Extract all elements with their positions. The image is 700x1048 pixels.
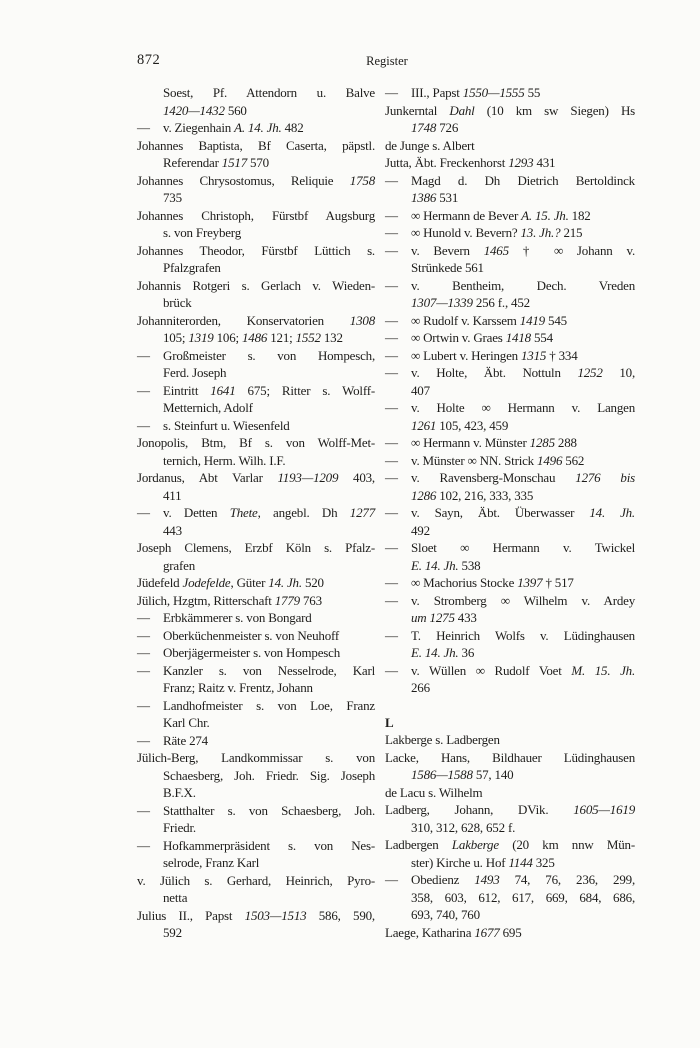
index-line: Friedr. — [163, 820, 196, 835]
index-line: Jonopolis, Btm, Bf s. von Wolff-Met- — [137, 435, 375, 450]
index-line: 358, 603, 612, 617, 669, 684, 686, — [411, 889, 635, 905]
index-line: Joseph Clemens, Erzbf Köln s. Pfalz- — [137, 540, 375, 555]
index-line: — v. Ziegenhain A. 14. Jh. 482 — [137, 120, 304, 135]
section-heading: L — [385, 714, 394, 730]
page-header — [137, 52, 637, 72]
index-line: Jülich-Berg, Landkommissar s. von — [137, 750, 375, 765]
index-line: — v. Bevern 1465 † ∞ Johann v. — [385, 242, 635, 258]
left-column — [137, 84, 375, 942]
index-line: grafen — [163, 557, 195, 573]
index-line: Franz; Raitz v. Frentz, Johann — [163, 680, 313, 695]
index-line: — Eintritt 1641 675; Ritter s. Wolff- — [137, 382, 375, 398]
index-line: Johannes Chrysostomus, Reliquie 1758 — [137, 172, 375, 188]
index-line: — Kanzler s. von Nesselrode, Karl — [137, 662, 375, 678]
index-line: E. 14. Jh. 538 — [411, 557, 481, 573]
index-line: — T. Heinrich Wolfs v. Lüdinghausen — [385, 627, 635, 643]
index-line: — Oberküchenmeister s. von Neuhoff — [137, 627, 340, 643]
entry-dash: — — [385, 172, 398, 188]
index-line: Julius II., Papst 1503—1513 586, 590, — [137, 907, 375, 923]
index-line: — Oberjägermeister s. von Hompesch — [137, 645, 340, 660]
index-line: Johanniterorden, Konservatorien 1308 — [137, 312, 375, 328]
index-line: Lacke, Hans, Bildhauer Lüdinghausen — [385, 749, 635, 765]
entry-dash: — — [385, 592, 398, 608]
entry-dash: — — [137, 120, 150, 135]
index-line: v. Jülich s. Gerhard, Heinrich, Pyro- — [137, 872, 375, 888]
index-line: — Landhofmeister s. von Loe, Franz — [137, 697, 375, 713]
index-line: 1286 102, 216, 333, 335 — [411, 487, 534, 503]
index-line: de Lacu s. Wilhelm — [385, 784, 483, 800]
index-line: — ∞ Machorius Stocke 1397 † 517 — [385, 575, 574, 590]
index-line: B.F.X. — [163, 785, 196, 800]
index-line: — Statthalter s. von Schaesberg, Joh. — [137, 802, 375, 818]
index-line: — Räte 274 — [137, 732, 208, 748]
register-title: Register — [366, 54, 408, 68]
entry-dash: — — [137, 837, 150, 853]
index-line: 735 — [163, 190, 182, 205]
index-line: 1420—1432 560 — [163, 102, 247, 118]
index-line: — Magd d. Dh Dietrich Bertoldinck — [385, 172, 635, 188]
index-line: 693, 740, 760 — [411, 907, 480, 922]
index-line: 1386 531 — [411, 190, 459, 205]
entry-dash: — — [385, 207, 398, 223]
entry-dash: — — [385, 452, 398, 468]
entry-dash: — — [137, 645, 150, 660]
index-line: de Junge s. Albert — [385, 137, 475, 153]
entry-dash: — — [137, 347, 150, 363]
index-line: Lakberge s. Ladbergen — [385, 732, 500, 747]
entry-dash: — — [385, 627, 398, 643]
index-line: 411 — [163, 487, 182, 503]
entry-dash: — — [137, 662, 150, 678]
entry-dash: — — [385, 277, 398, 293]
entry-dash: — — [137, 382, 150, 398]
entry-dash: — — [385, 242, 398, 258]
index-line: Johannes Christoph, Fürstbf Augsburg — [137, 207, 375, 223]
index-line: — v. Sayn, Äbt. Überwasser 14. Jh. — [385, 505, 635, 520]
index-line: — v. Bentheim, Dech. Vreden — [385, 277, 635, 293]
index-line: Junkerntal Dahl (10 km sw Siegen) Hs — [385, 102, 635, 118]
index-line: Jutta, Äbt. Freckenhorst 1293 431 — [385, 155, 556, 170]
index-line: um 1275 433 — [411, 610, 477, 625]
index-line: — ∞ Hunold v. Bevern? 13. Jh.? 215 — [385, 225, 583, 240]
index-line: Schaesberg, Joh. Friedr. Sig. Joseph — [163, 767, 375, 783]
index-line: — s. Steinfurt u. Wiesenfeld — [137, 417, 290, 433]
index-line: — ∞ Lubert v. Heringen 1315 † 334 — [385, 347, 578, 363]
index-line: 1261 105, 423, 459 — [411, 417, 509, 433]
entry-dash: — — [385, 85, 398, 100]
index-line: — v. Holte ∞ Hermann v. Langen — [385, 400, 635, 415]
index-line: Ladbergen Lakberge (20 km nnw Mün- — [385, 837, 635, 852]
entry-dash: — — [137, 732, 150, 748]
index-line: Jüdefeld Jodefelde, Güter 14. Jh. 520 — [137, 575, 324, 590]
index-line: — Hofkammerpräsident s. von Nes- — [137, 837, 375, 853]
index-line: ternich, Herm. Wilh. I.F. — [163, 452, 286, 468]
entry-dash: — — [137, 505, 150, 520]
entry-dash: — — [385, 365, 398, 380]
index-line: brück — [163, 295, 192, 310]
index-line: Karl Chr. — [163, 715, 210, 730]
index-line: — Großmeister s. von Hompesch, — [137, 347, 375, 363]
entry-dash: — — [385, 872, 398, 887]
index-line: 443 — [163, 522, 182, 538]
entry-dash: — — [385, 540, 398, 555]
index-line: — ∞ Hermann v. Münster 1285 288 — [385, 435, 577, 450]
index-line: — III., Papst 1550—1555 55 — [385, 85, 541, 100]
index-line: E. 14. Jh. 36 — [411, 645, 475, 660]
right-column — [385, 84, 635, 942]
entry-dash: — — [137, 417, 150, 433]
index-columns — [137, 84, 635, 942]
entry-dash: — — [385, 505, 398, 520]
index-line: 492 — [411, 522, 430, 538]
index-line: — ∞ Hermann de Bever A. 15. Jh. 182 — [385, 207, 591, 223]
entry-dash: — — [137, 610, 150, 625]
index-line: ster) Kirche u. Hof 1144 325 — [411, 854, 555, 870]
index-line: — v. Holte, Äbt. Nottuln 1252 10, — [385, 365, 635, 380]
entry-dash: — — [385, 400, 398, 415]
index-line: selrode, Franz Karl — [163, 855, 260, 870]
entry-dash: — — [385, 225, 398, 240]
index-line: 592 — [163, 925, 182, 940]
index-line: Ferd. Joseph — [163, 365, 227, 380]
index-line: 1748 726 — [411, 120, 459, 135]
index-line: Ladberg, Johann, DVik. 1605—1619 — [385, 802, 635, 817]
index-line: Referendar 1517 570 — [163, 155, 269, 170]
entry-dash: — — [385, 330, 398, 345]
index-line: Johannes Baptista, Bf Caserta, päpstl. — [137, 137, 375, 153]
index-line: — v. Detten Thete, angebl. Dh 1277 — [137, 505, 375, 520]
index-line: — ∞ Ortwin v. Graes 1418 554 — [385, 330, 553, 345]
entry-dash: — — [137, 802, 150, 818]
index-line: — ∞ Rudolf v. Karssem 1419 545 — [385, 312, 567, 328]
index-line: 105; 1319 106; 1486 121; 1552 132 — [163, 330, 343, 345]
index-line: Strünkede 561 — [411, 260, 484, 275]
index-line: Jordanus, Abt Varlar 1193—1209 403, — [137, 470, 375, 485]
entry-dash: — — [385, 347, 398, 363]
index-line: 1586—1588 57, 140 — [411, 767, 514, 782]
index-line: 310, 312, 628, 652 f. — [411, 819, 516, 835]
index-line: Pfalzgrafen — [163, 260, 221, 275]
index-line: s. von Freyberg — [163, 225, 242, 240]
entry-dash: — — [137, 697, 150, 713]
index-line: Johannis Rotgeri s. Gerlach v. Wieden- — [137, 277, 375, 293]
index-line: — Obedienz 1493 74, 76, 236, 299, — [385, 872, 636, 887]
index-line: — Erbkämmerer s. von Bongard — [137, 610, 312, 625]
index-line: Soest, Pf. Attendorn u. Balve — [163, 85, 375, 100]
entry-dash: — — [385, 575, 398, 590]
index-line: — v. Münster ∞ NN. Strick 1496 562 — [385, 452, 585, 468]
entry-dash: — — [385, 662, 398, 678]
index-line: — v. Ravensberg-Monschau 1276 bis — [385, 470, 635, 485]
index-line: — v. Wüllen ∞ Rudolf Voet M. 15. Jh. — [385, 662, 635, 678]
page-number: 872 — [137, 52, 161, 68]
index-line: Metternich, Adolf — [163, 400, 253, 415]
index-line: 1307—1339 256 f., 452 — [411, 295, 530, 310]
entry-dash: — — [385, 470, 398, 485]
entry-dash: — — [385, 435, 398, 450]
index-line: — Sloet ∞ Hermann v. Twickel — [385, 540, 635, 555]
entry-dash: — — [385, 312, 398, 328]
entry-dash: — — [137, 627, 150, 643]
index-line: netta — [163, 890, 188, 905]
index-line: Johannes Theodor, Fürstbf Lüttich s. — [137, 242, 375, 258]
index-line: — v. Stromberg ∞ Wilhelm v. Ardey — [385, 592, 635, 608]
index-line: 266 — [411, 680, 430, 695]
index-line: 407 — [411, 382, 430, 398]
index-line: Laege, Katharina 1677 695 — [385, 924, 522, 940]
index-line: Jülich, Hzgtm, Ritterschaft 1779 763 — [137, 592, 322, 608]
